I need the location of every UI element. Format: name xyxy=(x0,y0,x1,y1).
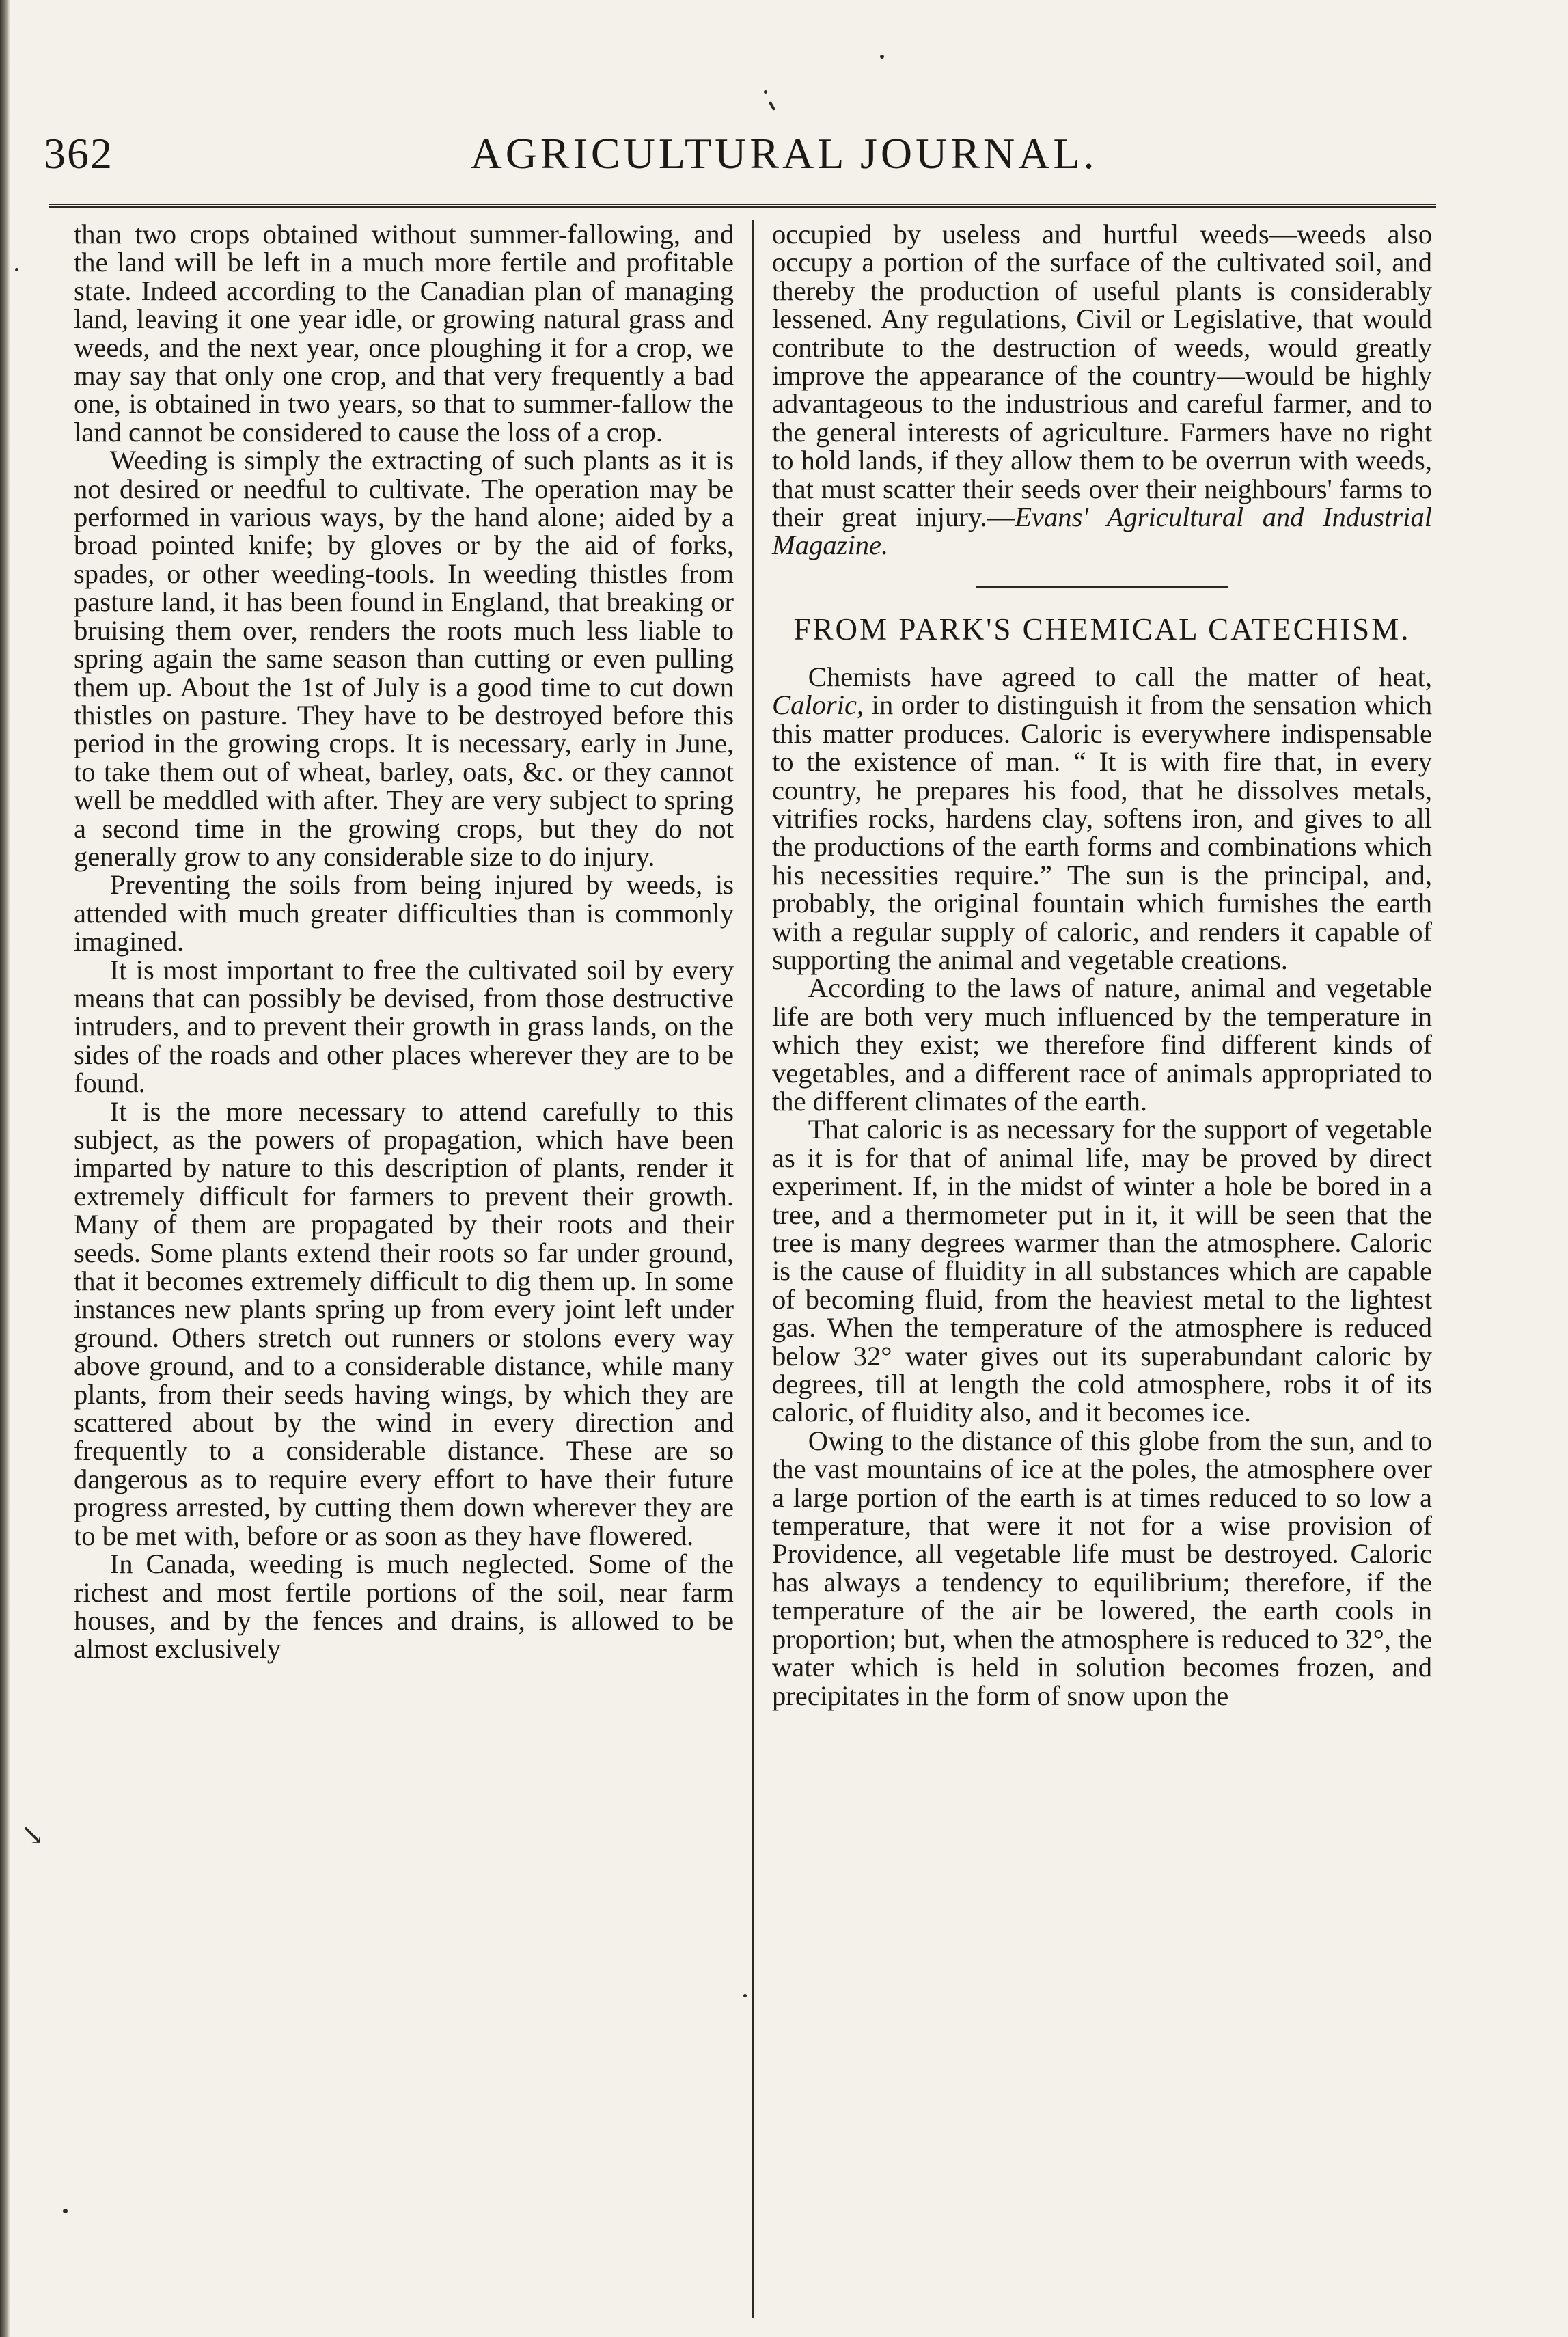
ink-speck xyxy=(743,1994,747,1997)
running-title: AGRICULTURAL JOURNAL. xyxy=(470,129,1098,178)
paragraph: Weeding is simply the extracting of such plants as it is not desired or needful to cultivate. The operation may be performed in various ways, by the hand alone; aided by a broad pointed knife; by gloves or by the aid of forks, spades, or other weeding-tools. In weeding thistles from pasture land, it has been found in England, that breaking or bruising them over, renders the roots much less liable to spring again the same season than cutting or even pulling them up. About the 1st of July is a good time to cut down thistles on pasture. They have to be destroyed before this period in the growing crops. It is necessary, early in June, to take them out of wheat, barley, oats, &c. or they cannot well be meddled with after. They are very subject to spring a second time in the growing crops, but they do not generally grow to any considerable size to do injury. xyxy=(74,445,734,872)
source-citation: Evans' Agricultural and Industrial Magazine. xyxy=(772,502,1433,561)
ink-speck xyxy=(764,90,767,94)
paragraph-text: occupied by useless and hurtful weeds—weeds also occupy a portion of the surface of the cultivated soil, and thereby the production of useful plants is considerably lessened. Any regulations, Civil or Legislative, that would contribute to the destruction of weeds, would greatly improve the appearance of the country—would be highly advantageous to the industrious and careful farmer, and to the general interests of agriculture. Farmers have no right to hold lands, if they allow them to be overrun with weeds, that must scatter their seeds over their neighbours' farms to their great injury.— xyxy=(772,219,1432,533)
paragraph: It is the more necessary to attend carefully to this subject, as the powers of propagation, which have been imparted by nature to this description of plants, render it extremely difficult for farmers to prevent their growth. Many of them are propagated by their roots and their seeds. Some plants extend their roots so far under ground, that it becomes extremely difficult to dig them up. In some instances new plants spring up from every joint left under ground. Others stretch out runners or stolons every way above ground, and to a considerable distance, while many plants, from their seeds having wings, by which they are scattered about by the wind in every direction and frequently to a considerable distance. These are so dangerous as to require every effort to have their future progress arrested, by cutting them down wherever they are to be met with, before or as soon as they have flowered. xyxy=(74,1095,734,1551)
right-column xyxy=(772,220,1432,1710)
page-number: 362 xyxy=(44,129,113,178)
ink-speck xyxy=(15,268,18,271)
paragraph: It is most important to free the cultivated soil by every means that can possibly be devised, from those destructive intruders, and to prevent their growth in grass lands, on the sides of the roads and other places wherever they are to be found. xyxy=(74,954,734,1099)
header-rule xyxy=(49,204,1436,208)
page-header xyxy=(0,123,1568,184)
paragraph: Owing to the distance of this globe from the sun, and to the vast mountains of ice at the poles, the atmosphere over a large portion of the earth is at times reduced to so low a temperature, that were it not for a wise provision of Providence, all vegetable life must be destroyed. Caloric has always a tendency to equilibrium; therefore, if the temperature of the air be lowered, the earth cools in proportion; but, when the atmosphere is reduced to 32°, the water which is held in solution becomes frozen, and precipitates in the form of snow upon the xyxy=(772,1425,1432,1711)
paragraph-text: , in order to distinguish it from the sensation which this matter produces. Caloric is everywhere indispensable to the existence of man. “ It is with fire that, in every country, he prepares his food, that he dissolves metals, vitrifies rocks, hardens clay, softens iron, and gives to all the productions of the earth forms and combinations which his necessities require.” The sun is the principal, and, probably, the original fountain which furnishes the earth with a regular supply of caloric, and renders it capable of supporting the animal and vegetable creations. xyxy=(772,689,1432,975)
paragraph: According to the laws of nature, animal and vegetable life are both very much influenced by the temperature in which they exist; we therefore find different kinds of vegetables, and a different race of animals appropriated to the different climates of the earth. xyxy=(772,972,1432,1117)
ink-speck xyxy=(769,101,775,111)
paragraph: than two crops obtained without summer-fallowing, and the land will be left in a much more fertile and profitable state. Indeed according to the Canadian plan of managing land, leaving it one year idle, or growing natural grass and weeds, and the next year, once ploughing it for a crop, we may say that only one crop, and that very frequently a bad one, is obtained in two years, so that to summer-fallow the land cannot be considered to cause the loss of a crop. xyxy=(74,219,734,448)
ink-speck xyxy=(880,55,884,59)
section-title: FROM PARK'S CHEMICAL CATECHISM. xyxy=(793,612,1411,646)
ink-speck xyxy=(63,2209,68,2213)
left-column xyxy=(74,220,734,1663)
italic-term: Caloric xyxy=(772,689,857,721)
section-rule xyxy=(976,586,1228,588)
column-divider xyxy=(752,220,754,2318)
paragraph: Preventing the soils from being injured by weeds, is attended with much greater difficulties than is commonly imagined. xyxy=(74,869,734,957)
paragraph xyxy=(772,220,1432,560)
paragraph xyxy=(772,663,1432,974)
paragraph: That caloric is as necessary for the support of vegetable as it is for that of animal life, may be proved by direct experiment. If, in the midst of winter a hole be bored in a tree, and a thermometer put in it, it will be seen that the tree is many degrees warmer than the atmosphere. Caloric is the cause of fluidity in all substances which are capable of becoming fluid, from the heaviest metal to the lightest gas. When the temperature of the atmosphere is reduced below 32° water gives out its superabundant caloric by degrees, till at length the cold atmosphere, robs it of its caloric, of fluidity also, and it becomes ice. xyxy=(772,1114,1432,1428)
margin-mark: ↘ xyxy=(20,1820,45,1851)
paragraph-text: Chemists have agreed to call the matter of heat, xyxy=(808,661,1432,692)
book-spine-shadow xyxy=(0,0,10,2337)
paragraph: In Canada, weeding is much neglected. Some of the richest and most fertile portions of the soil, near farm houses, and by the fences and drains, is allowed to be almost exclusively xyxy=(74,1548,734,1665)
